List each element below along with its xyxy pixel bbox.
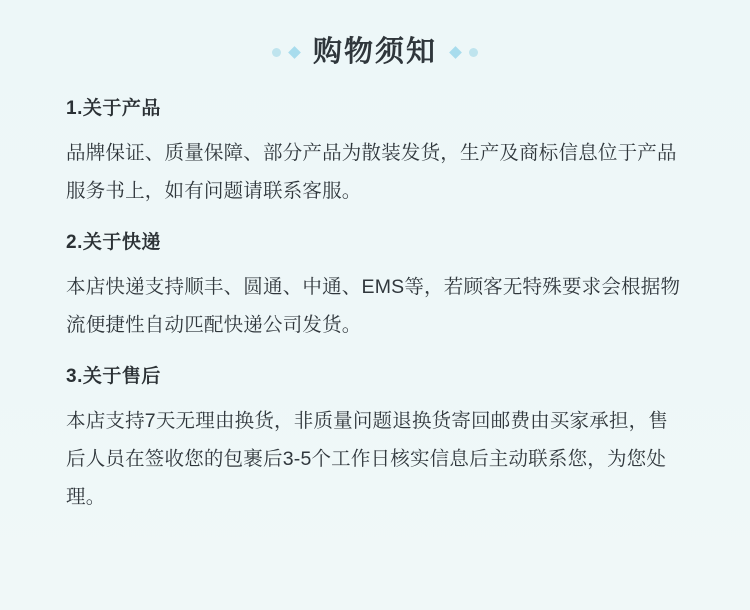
section-heading: 2.关于快递 [66, 232, 161, 253]
title-decoration-left [272, 48, 299, 57]
dot-icon [272, 48, 281, 57]
diamond-icon [288, 46, 301, 59]
section-heading: 3.关于售后 [66, 366, 161, 387]
notice-content [0, 67, 750, 516]
title-decoration-right [451, 48, 478, 57]
notice-section-shipping [66, 227, 684, 344]
section-heading: 1.关于产品 [66, 98, 161, 119]
dot-icon [469, 48, 478, 57]
page-title: 购物须知 [312, 36, 437, 68]
section-body: 本店快递支持顺丰、圆通、中通、EMS等，若顾客无特殊要求会根据物流便捷性自动匹配快递公司发货。 [66, 276, 681, 336]
notice-section-product [66, 93, 684, 210]
page-title-row [0, 0, 750, 67]
section-body: 本店支持7天无理由换货，非质量问题退换货寄回邮费由买家承担，售后人员在签收您的包裹后3-5个工作日核实信息后主动联系您，为您处理。 [66, 410, 669, 508]
section-body: 品牌保证、质量保障、部分产品为散装发货，生产及商标信息位于产品服务书上，如有问题请联系客服。 [66, 142, 677, 202]
notice-section-aftersales [66, 361, 684, 516]
diamond-icon [449, 46, 462, 59]
